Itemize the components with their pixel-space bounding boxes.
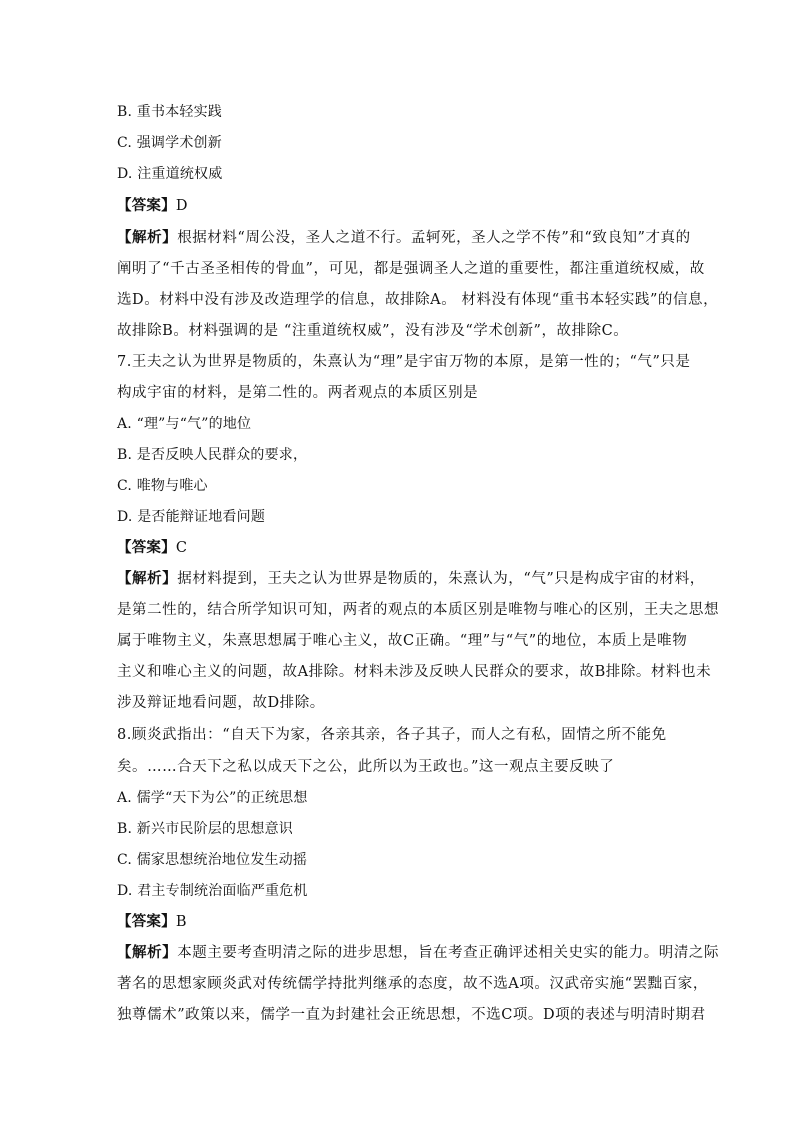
q7-analysis-line: 属于唯物主义，朱熹思想属于唯心主义，故C正确。“理”与“气”的地位，本质上是唯物 xyxy=(117,633,688,649)
q7-stem-line: 7.王夫之认为世界是物质的，朱熹认为“理”是宇宙万物的本原，是第一性的；“气”只是 xyxy=(117,354,691,370)
analysis-label: 【解析】 xyxy=(117,570,178,587)
q7-analysis-line: 是第二性的，结合所学知识可知，两者的观点的本质区别是唯物与唯心的区别，王夫之思想 xyxy=(117,602,719,618)
q8-analysis-line xyxy=(117,943,719,963)
answer-label: 【答案】 xyxy=(117,913,176,930)
q8-option-d: D. 君主专制统治面临严重危机 xyxy=(117,883,308,899)
analysis-text: 据材料提到，王夫之认为世界是物质的，朱熹认为，“气”只是构成宇宙的材料， xyxy=(177,571,705,587)
q7-option-b: B. 是否反映人民群众的要求， xyxy=(117,447,308,463)
q6-answer xyxy=(117,196,677,216)
answer-label: 【答案】 xyxy=(117,539,176,556)
q6-analysis-line xyxy=(117,228,691,248)
answer-value: B xyxy=(175,914,187,930)
analysis-label: 【解析】 xyxy=(117,944,178,961)
q7-option-a: A. “理”与“气”的地位 xyxy=(117,416,252,432)
q6-analysis-line: 选D。材料中没有涉及改造理学的信息，故排除A。 材料没有体现“重书本轻实践”的信息， xyxy=(117,292,719,308)
q6-analysis-line: 故排除B。材料强调的是 “注重道统权威”，没有涉及“学术创新”，故排除C。 xyxy=(117,323,629,339)
analysis-text: 根据材料“周公没，圣人之道不行。孟轲死，圣人之学不传”和“致良知”才真的 xyxy=(177,230,691,246)
q7-answer xyxy=(117,538,677,558)
q6-option-b: B. 重书本轻实践 xyxy=(117,104,222,120)
q7-option-d: D. 是否能辩证地看问题 xyxy=(117,509,266,525)
q7-stem-line: 构成宇宙的材料，是第二性的。两者观点的本质区别是 xyxy=(117,385,479,401)
q8-answer xyxy=(117,912,677,932)
analysis-text: 本题主要考查明清之际的进步思想，旨在考查正确评述相关史实的能力。明清之际 xyxy=(177,945,719,961)
q8-stem-line: 矣。……合天下之私以成天下之公，此所以为王政也。”这一观点主要反映了 xyxy=(117,759,615,775)
q8-option-a: A. 儒学“天下为公”的正统思想 xyxy=(117,790,308,806)
q7-analysis-line: 主义和唯心主义的问题，故A排除。材料未涉及反映人民群众的要求，故B排除。材料也未 xyxy=(117,664,712,680)
q6-analysis-line: 阐明了“千古圣圣相传的骨血”，可见，都是强调圣人之道的重要性，都注重道统权威，故 xyxy=(117,261,705,277)
q7-analysis-line xyxy=(117,569,705,589)
answer-value: D xyxy=(175,198,188,214)
q6-option-d: D. 注重道统权威 xyxy=(117,166,223,182)
q7-option-c: C. 唯物与唯心 xyxy=(117,478,208,494)
q6-option-c: C. 强调学术创新 xyxy=(117,135,222,151)
q8-option-c: C. 儒家思想统治地位发生动摇 xyxy=(117,852,308,868)
answer-label: 【答案】 xyxy=(117,197,176,214)
q8-option-b: B. 新兴市民阶层的思想意识 xyxy=(117,821,293,837)
answer-value: C xyxy=(175,540,188,556)
q8-analysis-line: 著名的思想家顾炎武对传统儒学持批判继承的态度，故不选A项。汉武帝实施“罢黜百家， xyxy=(117,976,708,992)
q7-analysis-line: 涉及辩证地看问题，故D排除。 xyxy=(117,695,325,711)
q8-stem-line: 8.顾炎武指出：“自天下为家，各亲其亲，各子其子，而人之有私，固情之所不能免 xyxy=(117,727,667,743)
q8-analysis-line: 独尊儒术”政策以来，儒学一直为封建社会正统思想，不选C项。D项的表述与明清时期君 xyxy=(117,1007,706,1023)
analysis-label: 【解析】 xyxy=(117,229,178,246)
